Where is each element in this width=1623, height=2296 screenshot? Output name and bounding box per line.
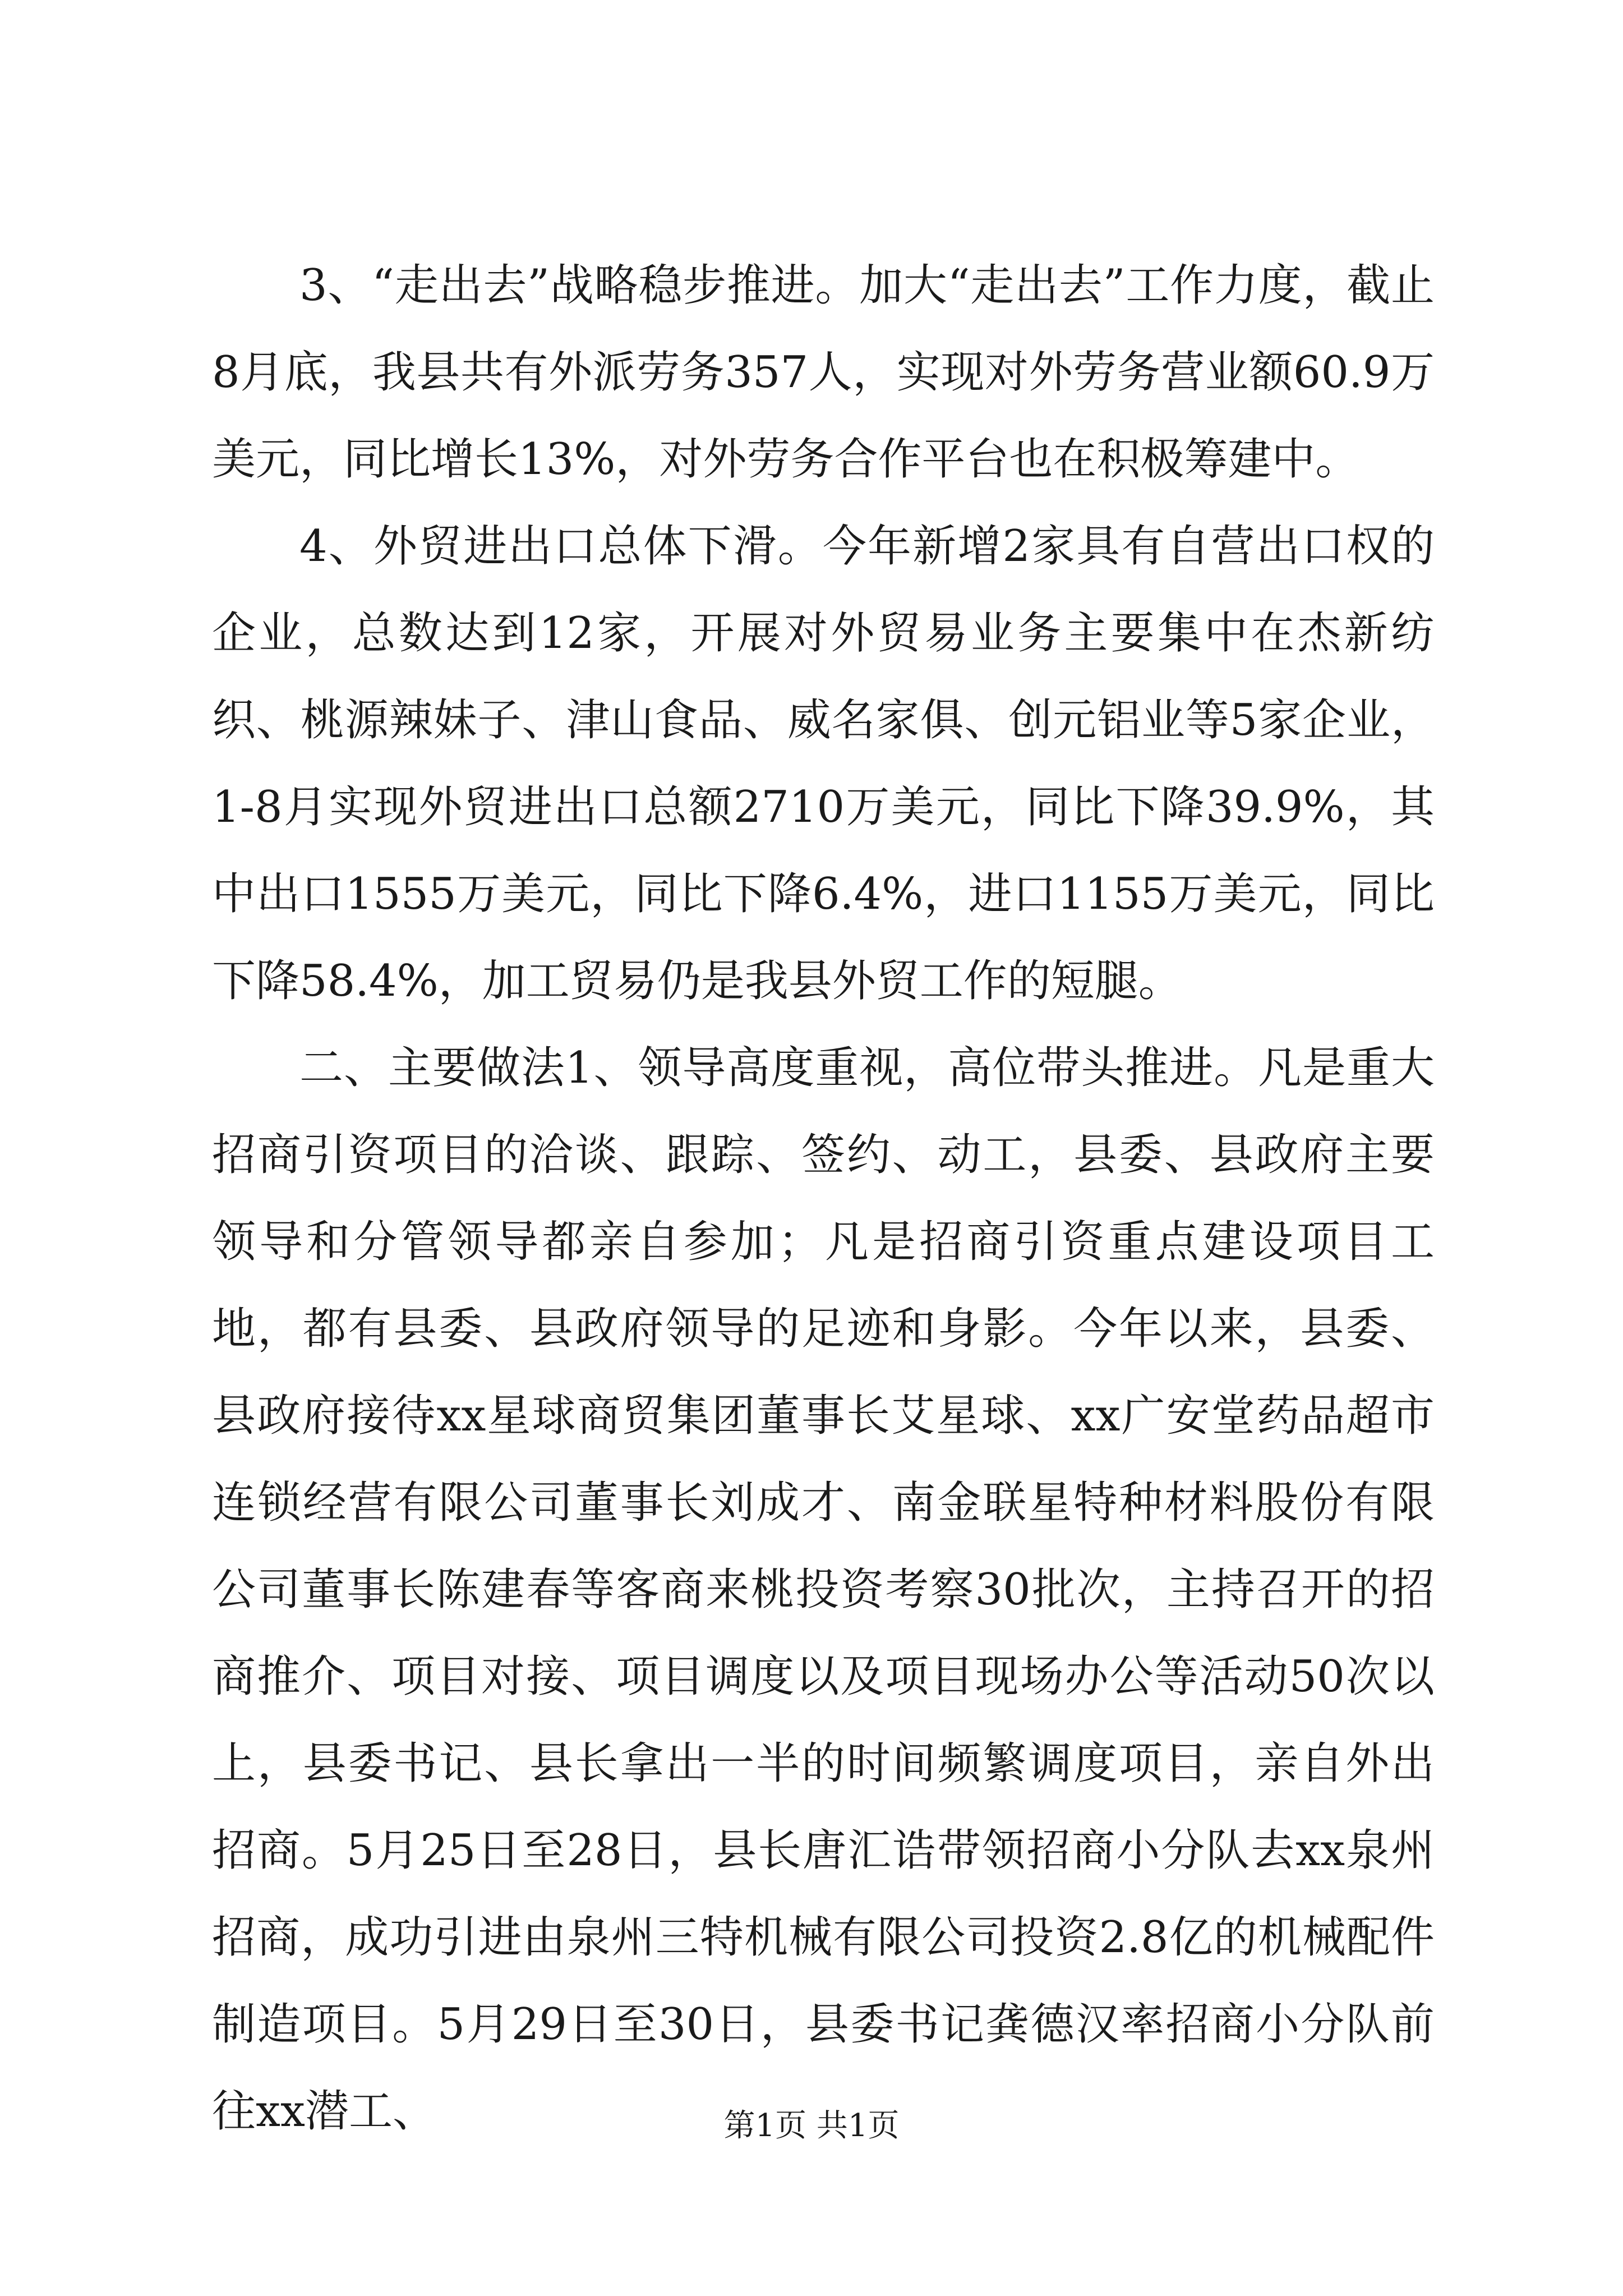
document-body: [212, 242, 1435, 2155]
paragraph-foreign-trade: 4、外贸进出口总体下滑。今年新增2家具有自营出口权的企业，总数达到12家，开展对外贸易业务主要集中在杰新纺织、桃源辣妹子、津山食品、威名家俱、创元铝业等5家企业，1-8月实现外贸进出口总额2710万美元，同比下降39.9%，其中出口1555万美元，同比下降6.4%，进口1155万美元，同比下降58.4%，加工贸易仍是我县外贸工作的短腿。: [212, 521, 1435, 1006]
page-footer: 第1页 共1页: [723, 2108, 900, 2144]
paragraph-main-practices: 二、主要做法1、领导高度重视，高位带头推进。凡是重大招商引资项目的洽谈、跟踪、签约、动工，县委、县政府主要领导和分管领导都亲自参加；凡是招商引资重点建设项目工地，都有县委、县政府领导的足迹和身影。今年以来，县委、县政府接待xx星球商贸集团董事长艾星球、xx广安堂药品超市连锁经营有限公司董事长刘成才、南金联星特种材料股份有限公司董事长陈建春等客商来桃投资考察30批次，主持召开的招商推介、项目对接、项目调度以及项目现场办公等活动50次以上，县委书记、县长拿出一半的时间频繁调度项目，亲自外出招商。5月25日至28日，县长唐汇诰带领招商小分队去xx泉州招商，成功引进由泉州三特机械有限公司投资2.8亿的机械配件制造项目。5月29日至30日，县委书记龚德汉率招商小分队前往xx潜工、: [212, 1043, 1435, 2137]
paragraph-going-global: 3、“走出去”战略稳步推进。加大“走出去”工作力度，截止8月底，我县共有外派劳务357人，实现对外劳务营业额60.9万美元，同比增长13%，对外劳务合作平台也在积极筹建中。: [212, 260, 1435, 485]
